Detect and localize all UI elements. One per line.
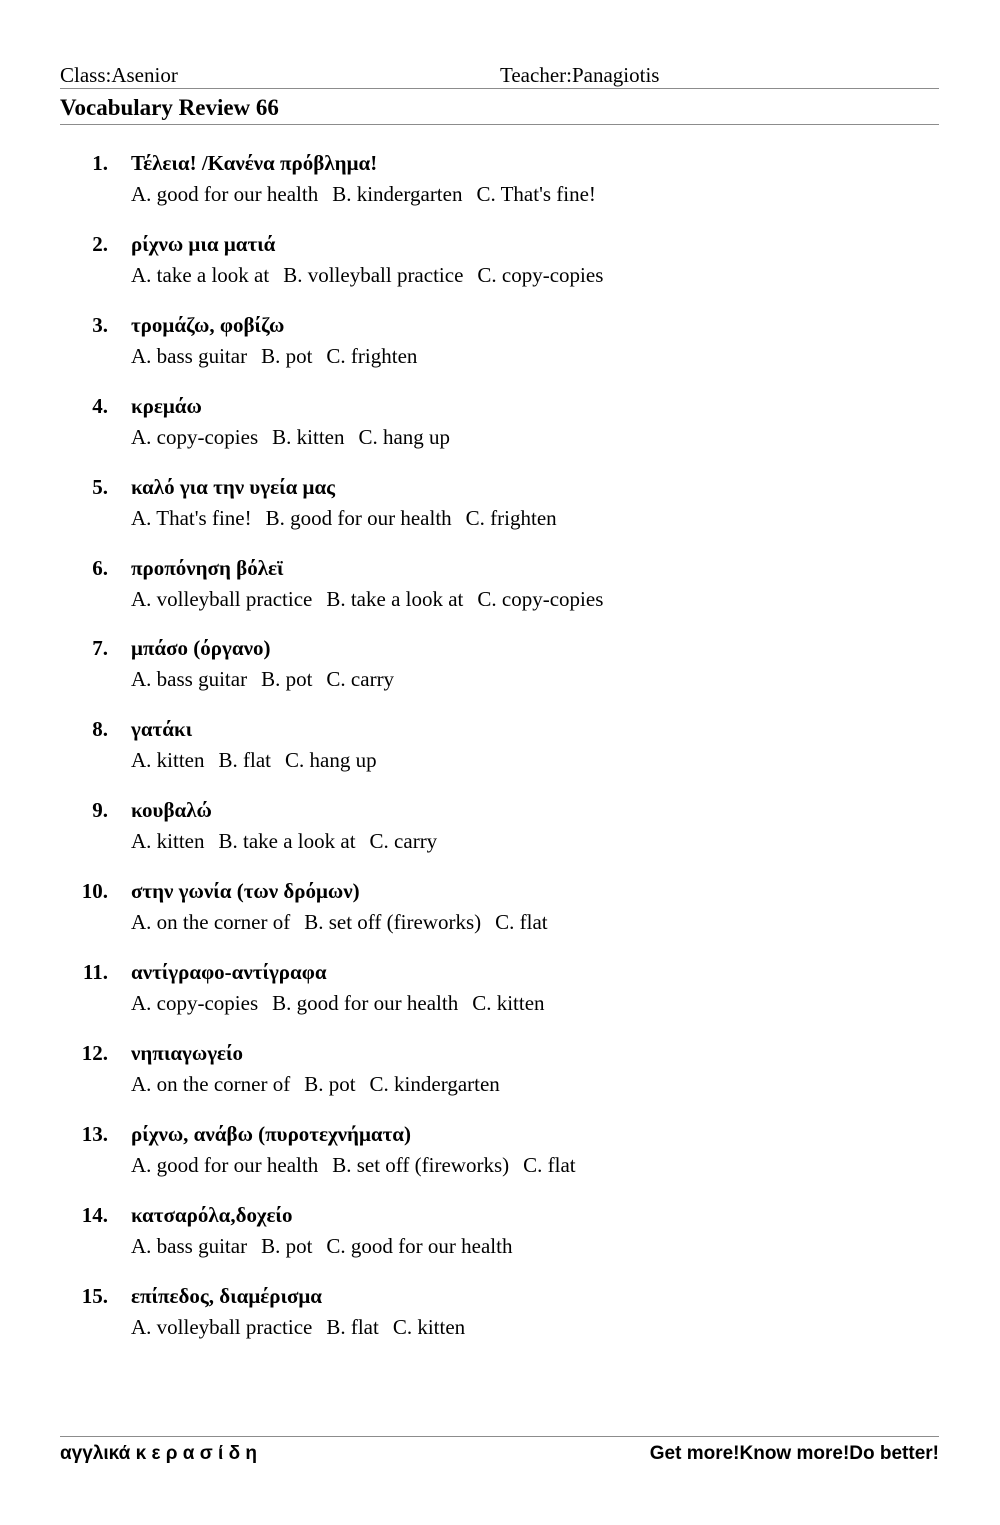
question-term: τρομάζω, φοβίζω	[131, 313, 285, 337]
answer-option[interactable]: A. bass guitar	[131, 344, 248, 368]
question-term: κουβαλώ	[131, 798, 212, 822]
question-item	[0, 146, 1000, 216]
answer-options	[131, 505, 571, 531]
teacher-label: Teacher:Panagiotis	[500, 63, 660, 87]
answer-option[interactable]: C. frighten	[326, 344, 418, 368]
answer-option[interactable]: C. carry	[369, 829, 438, 853]
answer-option[interactable]: A. on the corner of	[131, 910, 291, 934]
question-term: κρεμάω	[131, 394, 202, 418]
question-term: νηπιαγωγείο	[131, 1041, 244, 1065]
answer-options	[131, 990, 559, 1016]
question-number: 11.	[82, 960, 108, 984]
answer-option[interactable]: B. set off (fireworks)	[332, 1153, 510, 1177]
footer-slogan: Get more!Know more!Do better!	[649, 1443, 939, 1464]
question-number: 1.	[92, 151, 108, 175]
answer-option[interactable]: A. kitten	[131, 748, 205, 772]
answer-options	[131, 828, 451, 854]
answer-option[interactable]: C. good for our health	[326, 1234, 513, 1258]
answer-options	[131, 1314, 479, 1340]
question-term: επίπεδος, διαμέρισμα	[131, 1284, 323, 1308]
question-item	[0, 551, 1000, 621]
answer-options	[131, 343, 431, 369]
answer-option[interactable]: C. hang up	[285, 748, 377, 772]
question-number: 3.	[92, 313, 108, 337]
answer-option[interactable]: C. frighten	[465, 506, 557, 530]
question-item	[0, 308, 1000, 378]
question-item	[0, 1117, 1000, 1187]
page-title: Vocabulary Review 66	[60, 95, 279, 120]
answer-option[interactable]: B. good for our health	[265, 506, 452, 530]
footer-brand: αγγλικά κ ε ρ α σ ί δ η	[60, 1443, 257, 1464]
question-number: 14.	[81, 1203, 108, 1227]
question-item	[0, 955, 1000, 1025]
answer-option[interactable]: A. bass guitar	[131, 1234, 248, 1258]
class-label: Class:Asenior	[60, 63, 178, 87]
answer-options	[131, 1152, 590, 1178]
answer-option[interactable]: B. flat	[218, 748, 271, 772]
answer-option[interactable]: A. take a look at	[131, 263, 270, 287]
question-term: κατσαρόλα,δοχείο	[131, 1203, 293, 1227]
answer-option[interactable]: C. carry	[326, 667, 395, 691]
answer-option[interactable]: A. good for our health	[131, 1153, 319, 1177]
question-item	[0, 470, 1000, 540]
question-term: ρίχνω, ανάβω (πυροτεχνήματα)	[131, 1122, 411, 1146]
question-number: 9.	[92, 798, 108, 822]
answer-option[interactable]: B. pot	[304, 1072, 356, 1096]
question-item	[0, 227, 1000, 297]
answer-option[interactable]: B. volleyball practice	[283, 263, 464, 287]
answer-options	[131, 586, 617, 612]
question-item	[0, 874, 1000, 944]
answer-options	[131, 747, 391, 773]
question-term: προπόνηση βόλεϊ	[131, 556, 284, 580]
question-item	[0, 793, 1000, 863]
question-number: 8.	[92, 717, 108, 741]
answer-option[interactable]: C. copy-copies	[477, 587, 604, 611]
question-item	[0, 389, 1000, 459]
header-row	[60, 62, 939, 89]
question-number: 6.	[92, 556, 108, 580]
question-term: μπάσο (όργανο)	[131, 636, 271, 660]
answer-option[interactable]: B. take a look at	[326, 587, 464, 611]
question-term: γατάκι	[131, 717, 193, 741]
question-number: 13.	[81, 1122, 108, 1146]
question-number: 10.	[81, 879, 108, 903]
answer-option[interactable]: C. kitten	[472, 991, 545, 1015]
answer-options	[131, 1071, 514, 1097]
question-item	[0, 631, 1000, 701]
answer-option[interactable]: A. volleyball practice	[131, 1315, 313, 1339]
question-number: 2.	[92, 232, 108, 256]
question-item	[0, 1036, 1000, 1106]
question-number: 12.	[81, 1041, 108, 1065]
answer-option[interactable]: C. copy-copies	[477, 263, 604, 287]
answer-option[interactable]: C. kindergarten	[369, 1072, 500, 1096]
answer-option[interactable]: B. set off (fireworks)	[304, 910, 482, 934]
answer-options	[131, 262, 617, 288]
question-number: 4.	[92, 394, 108, 418]
answer-option[interactable]: B. pot	[261, 344, 313, 368]
answer-option[interactable]: B. take a look at	[218, 829, 356, 853]
answer-option[interactable]: C. flat	[495, 910, 548, 934]
answer-option[interactable]: C. hang up	[358, 425, 451, 449]
answer-option[interactable]: A. bass guitar	[131, 667, 248, 691]
answer-option[interactable]: B. pot	[261, 667, 313, 691]
answer-options	[131, 909, 562, 935]
answer-options	[131, 1233, 526, 1259]
question-term: Τέλεια! /Κανένα πρόβλημα!	[131, 151, 378, 175]
answer-option[interactable]: A. kitten	[131, 829, 205, 853]
answer-option[interactable]: A. good for our health	[131, 182, 319, 206]
answer-option[interactable]: B. flat	[326, 1315, 379, 1339]
footer-divider	[60, 1436, 939, 1437]
question-item	[0, 1198, 1000, 1268]
answer-option[interactable]: B. kitten	[272, 425, 345, 449]
question-term: ρίχνω μια ματιά	[131, 232, 276, 256]
answer-options	[131, 424, 464, 450]
question-term: στην γωνία (των δρόμων)	[131, 879, 360, 903]
answer-option[interactable]: A. That's fine!	[131, 506, 252, 530]
answer-option[interactable]: A. copy-copies	[131, 425, 259, 449]
question-item	[0, 712, 1000, 782]
question-number: 7.	[92, 636, 108, 660]
answer-options	[131, 666, 408, 692]
answer-option[interactable]: B. kindergarten	[332, 182, 463, 206]
question-number: 5.	[92, 475, 108, 499]
question-term: καλό για την υγεία μας	[131, 475, 336, 499]
question-item	[0, 1279, 1000, 1349]
question-number: 15.	[81, 1284, 108, 1308]
answer-option[interactable]: B. pot	[261, 1234, 313, 1258]
answer-option[interactable]: C. That's fine!	[476, 182, 596, 206]
answer-option[interactable]: B. good for our health	[272, 991, 459, 1015]
answer-option[interactable]: A. volleyball practice	[131, 587, 313, 611]
title-row	[60, 94, 939, 125]
answer-option[interactable]: A. on the corner of	[131, 1072, 291, 1096]
answer-options	[131, 181, 610, 207]
answer-option[interactable]: A. copy-copies	[131, 991, 259, 1015]
answer-option[interactable]: C. flat	[523, 1153, 576, 1177]
question-term: αντίγραφο-αντίγραφα	[131, 960, 327, 984]
answer-option[interactable]: C. kitten	[392, 1315, 466, 1339]
